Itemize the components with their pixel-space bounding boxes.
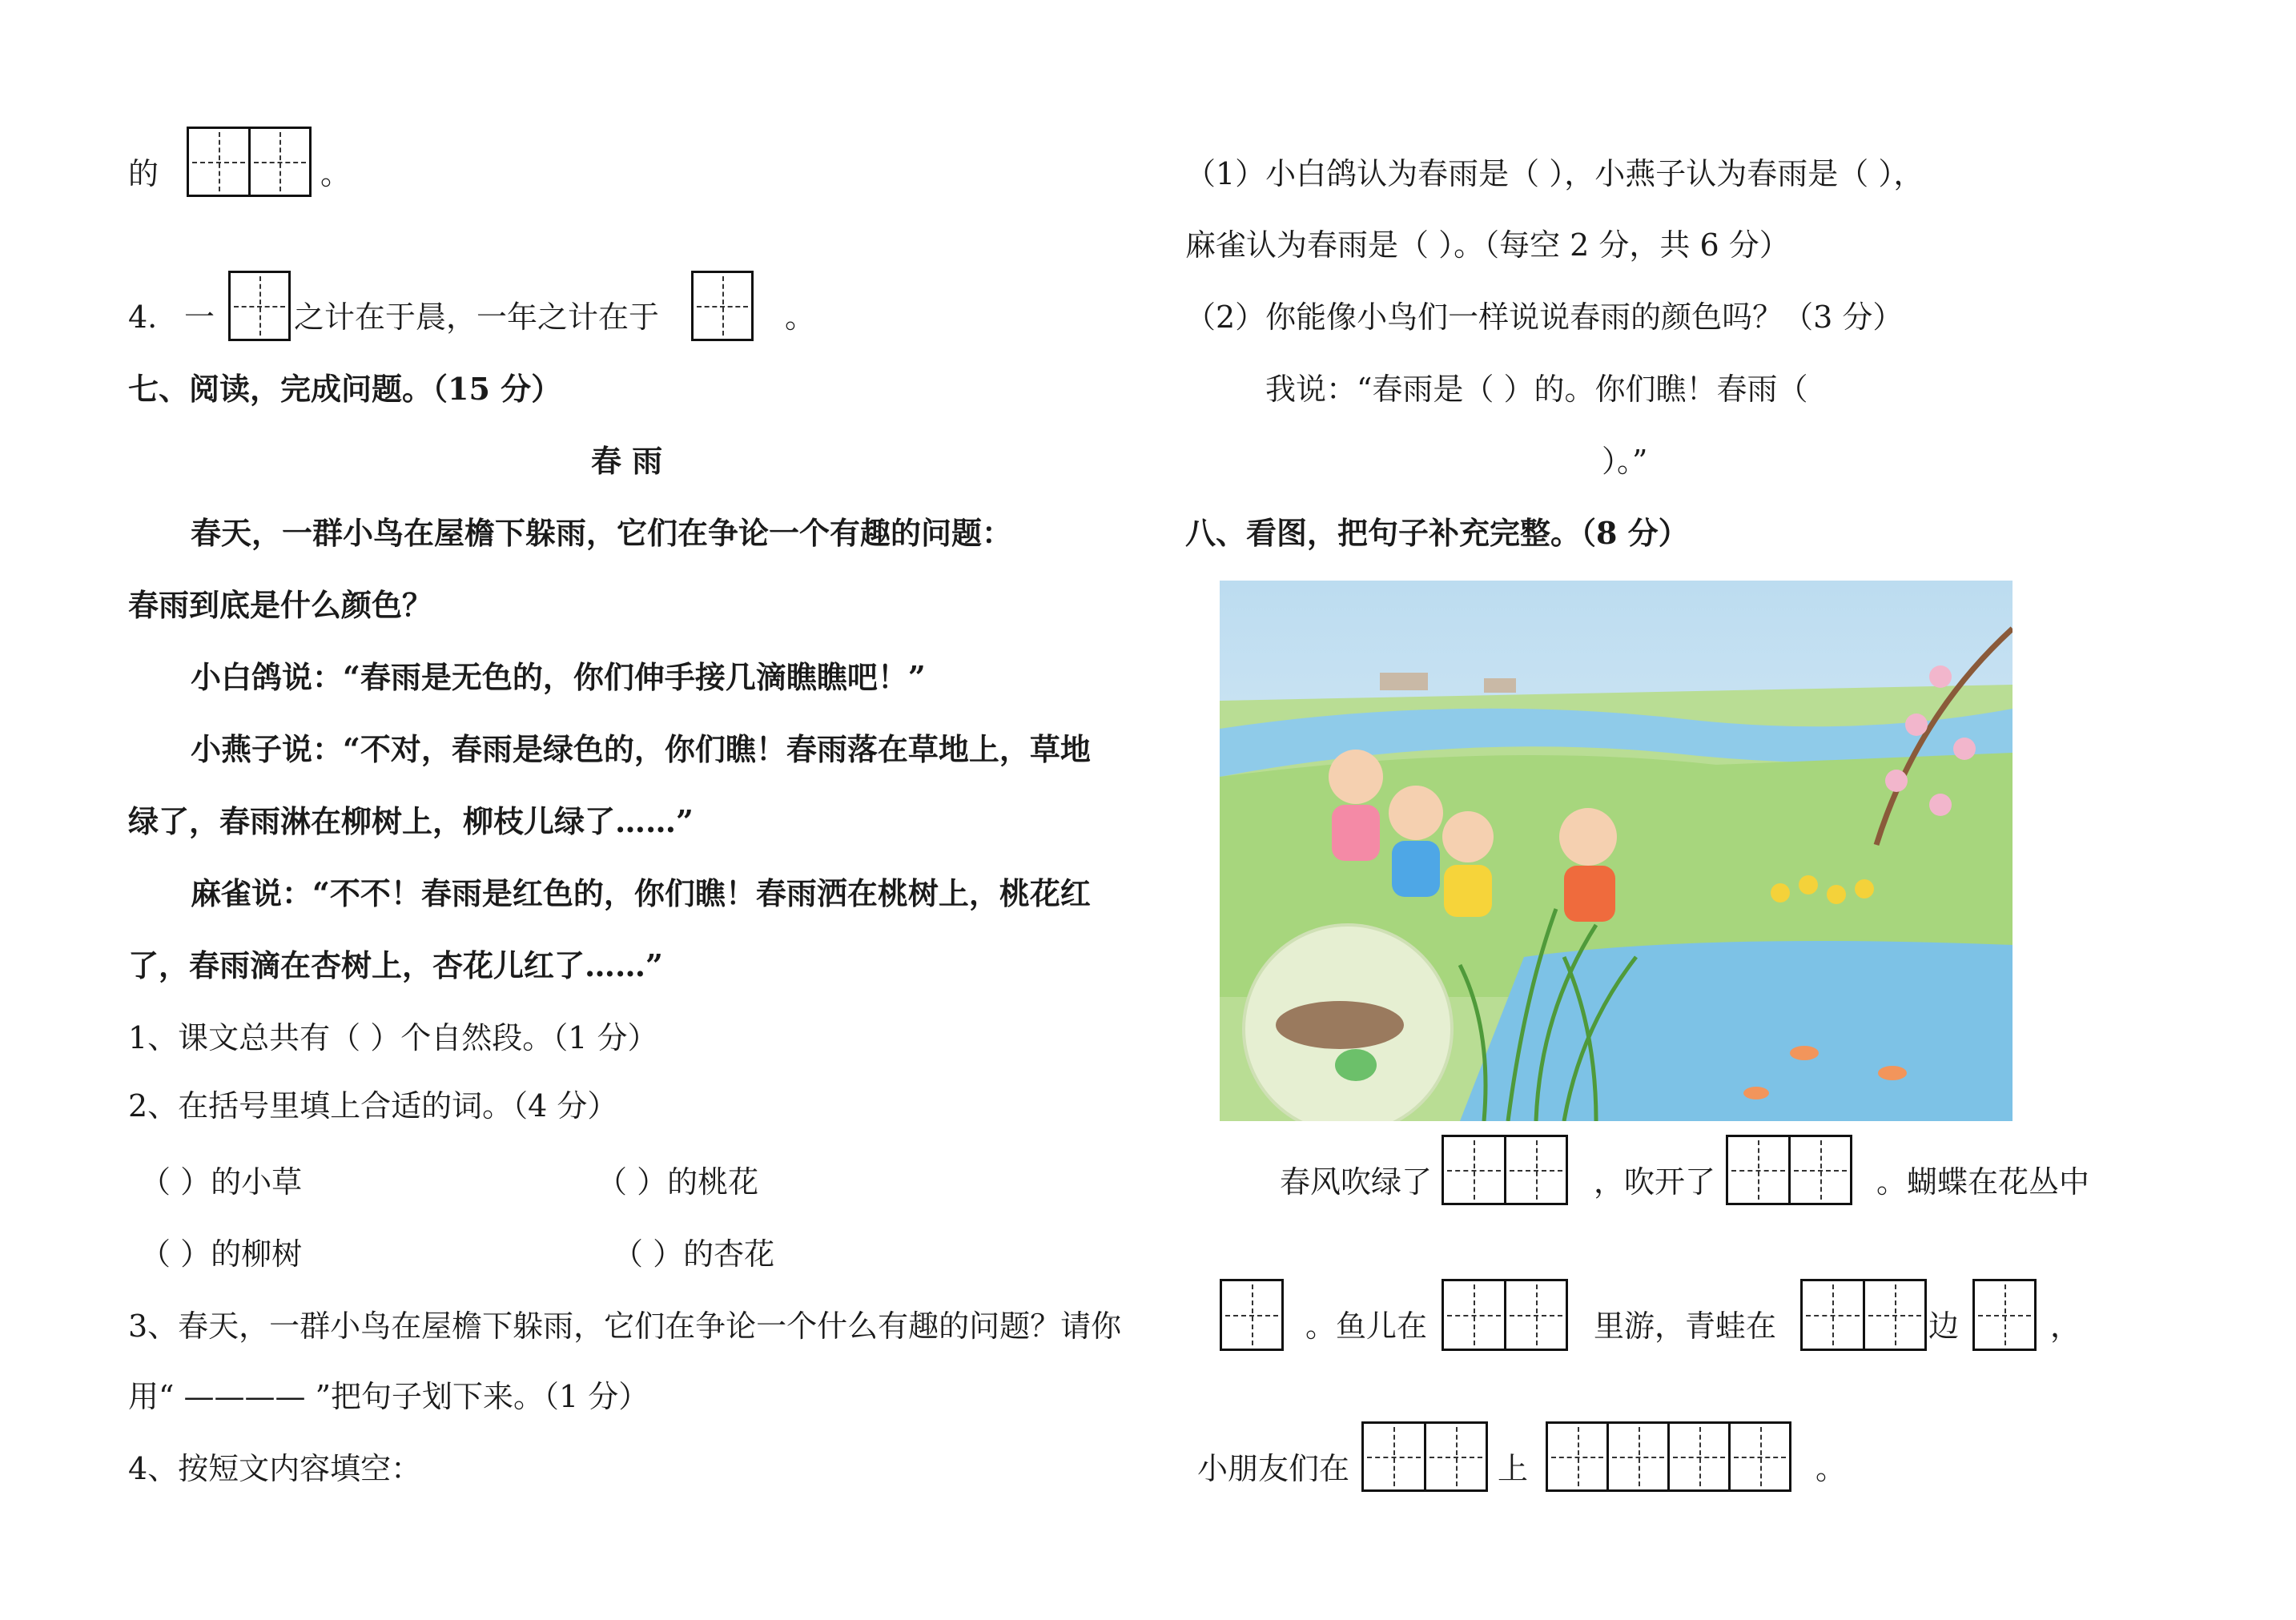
question-3-cont: 用“ ———— ”把句子划下来。（1 分） xyxy=(128,1379,649,1414)
line-de: 的 xyxy=(128,156,159,191)
writing-grid-2[interactable] xyxy=(1442,1279,1568,1351)
writing-grid-1[interactable] xyxy=(691,271,754,341)
proverb-end: 。 xyxy=(785,299,816,335)
line-de-end: 。 xyxy=(320,156,352,191)
writing-grid-2[interactable] xyxy=(1726,1135,1852,1205)
question-2-blank-peach[interactable]: （ ）的桃花 xyxy=(597,1164,759,1200)
section-8-title: 八、看图，把句子补充完整。（8 分） xyxy=(1185,515,1689,551)
proverb-part-a: 一 xyxy=(184,299,215,335)
question-2-blank-grass[interactable]: （ ）的小草 xyxy=(140,1164,303,1200)
writing-grid-1[interactable] xyxy=(1972,1279,2037,1351)
sentence-1-part-a: 春风吹绿了 xyxy=(1280,1164,1433,1200)
rock xyxy=(1276,1001,1404,1049)
frog xyxy=(1335,1049,1377,1081)
section-7-title: 七、阅读，完成问题。（15 分） xyxy=(128,371,562,407)
proverb-part-b: 之计在于晨，一年之计在于 xyxy=(294,299,660,335)
passage-paragraph-4: 麻雀说：“不不！春雨是红色的，你们瞧！春雨洒在桃树上，桃花红 xyxy=(191,875,1091,911)
question-2-blank-apricot[interactable]: （ ）的杏花 xyxy=(613,1236,775,1272)
spring-scene-illustration xyxy=(1220,581,2013,1121)
fill-blank-birds-opinions[interactable]: （1）小白鸽认为春雨是（ ），小燕子认为春雨是（ ）， xyxy=(1185,156,1924,191)
writing-grid-2[interactable] xyxy=(1361,1421,1488,1492)
passage-paragraph-3-cont: 绿了，春雨淋在柳树上，柳枝儿绿了……” xyxy=(128,803,694,839)
sentence-3-part-b: 上 xyxy=(1498,1451,1529,1486)
item-number-4: 4. xyxy=(128,299,158,335)
question-1: 1、课文总共有（ ）个自然段。（1 分） xyxy=(128,1020,658,1055)
question-2: 2、在括号里填上合适的词。（4 分） xyxy=(128,1088,618,1124)
question-2-colour: （2）你能像小鸟们一样说说春雨的颜色吗？（3 分） xyxy=(1185,299,1904,335)
passage-title: 春 雨 xyxy=(591,443,663,479)
passage-paragraph-4-cont: 了，春雨滴在杏树上，杏花儿红了……” xyxy=(128,947,663,983)
sentence-2-part-b: 里游，青蛙在 xyxy=(1594,1308,1777,1344)
question-3: 3、春天，一群小鸟在屋檐下躲雨，它们在争论一个什么有趣的问题？请你 xyxy=(128,1308,1122,1344)
near-river xyxy=(1460,941,2013,1121)
answer-line-1[interactable]: 我说：“春雨是（ ）的。你们瞧！春雨（ xyxy=(1265,372,1808,407)
writing-grid-1[interactable] xyxy=(1220,1279,1284,1351)
writing-grid-4[interactable] xyxy=(1546,1421,1791,1492)
fill-blank-sparrow-opinion[interactable]: 麻雀认为春雨是（ ）。（每空 2 分，共 6 分） xyxy=(1185,227,1790,263)
question-2-blank-willow[interactable]: （ ）的柳树 xyxy=(140,1236,303,1272)
writing-grid-1[interactable] xyxy=(228,271,291,341)
sentence-2-part-d: ， xyxy=(2050,1308,2081,1344)
sentence-2-part-c: 边 xyxy=(1928,1308,1960,1344)
sentence-1-part-b: ，吹开了 xyxy=(1594,1164,1716,1200)
sentence-1-part-c: 。蝴蝶在花丛中 xyxy=(1876,1164,2090,1200)
passage-paragraph-1: 春天，一群小鸟在屋檐下躲雨，它们在争论一个有趣的问题： xyxy=(191,515,1013,551)
passage-paragraph-1-cont: 春雨到底是什么颜色？ xyxy=(128,587,433,623)
writing-grid-2[interactable] xyxy=(187,127,312,197)
sentence-3-part-a: 小朋友们在 xyxy=(1197,1451,1350,1486)
sentence-3-end: 。 xyxy=(1815,1451,1847,1486)
writing-grid-2[interactable] xyxy=(1442,1135,1568,1205)
sentence-2-part-a: 。鱼儿在 xyxy=(1305,1308,1428,1344)
writing-grid-2[interactable] xyxy=(1800,1279,1927,1351)
answer-line-2[interactable]: ）。” xyxy=(1602,444,1648,479)
passage-paragraph-2: 小白鸽说：“春雨是无色的，你们伸手接几滴瞧瞧吧！” xyxy=(191,659,926,695)
question-4: 4、按短文内容填空： xyxy=(128,1451,422,1486)
passage-paragraph-3: 小燕子说：“不对，春雨是绿色的，你们瞧！春雨落在草地上，草地 xyxy=(191,731,1091,767)
